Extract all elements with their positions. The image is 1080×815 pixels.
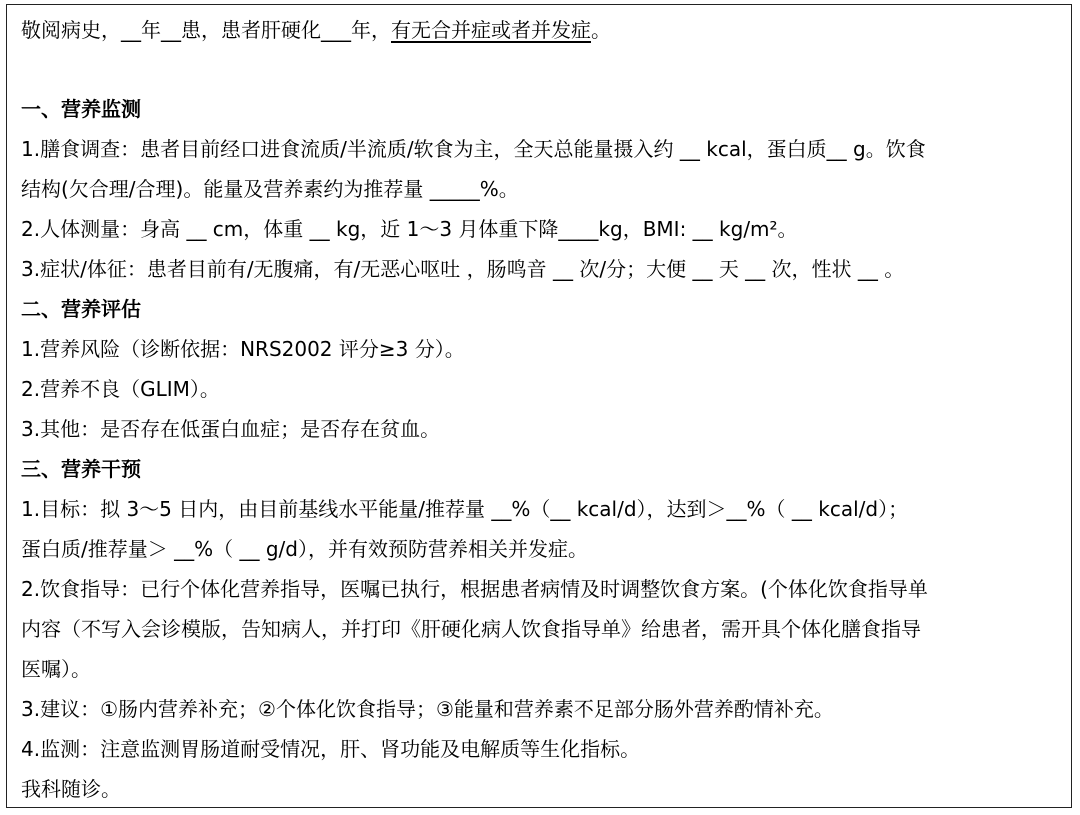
dietary-survey-line1: 1.膳食调查：患者目前经口进食流质/半流质/软食为主，全天总能量摄入约 __ kcal，蛋白质__ g。饮食 [21, 137, 926, 161]
section-title-assessment: 二、营养评估 [21, 297, 141, 321]
goal-line2: 蛋白质/推荐量＞ __%（ __ g/d），并有效预防营养相关并发症。 [21, 537, 588, 561]
document-frame [6, 4, 1072, 808]
other-assessment-line: 3.其他：是否存在低蛋白血症；是否存在贫血。 [21, 417, 441, 441]
diet-guidance-line2: 内容（不写入会诊模版，告知病人，并打印《肝硬化病人饮食指导单》给患者，需开具个体化膳食指导 [21, 617, 921, 641]
section-title-monitoring: 一、营养监测 [21, 97, 141, 121]
history-complications: 有无合并症或者并发症 [391, 18, 591, 42]
nutrition-risk-line: 1.营养风险（诊断依据：NRS2002 评分≥3 分）。 [21, 337, 465, 361]
diet-guidance-line1: 2.饮食指导：已行个体化营养指导，医嘱已执行，根据患者病情及时调整饮食方案。(个体化饮食指导单 [21, 577, 928, 601]
diet-guidance-line3: 医嘱）。 [21, 657, 91, 681]
symptoms-line: 3.症状/体征：患者目前有/无腹痛，有/无恶心呕吐 ，肠鸣音 __ 次/分；大便 __ 天 __ 次，性状 __ 。 [21, 257, 905, 281]
goal-line1: 1.目标：拟 3～5 日内，由目前基线水平能量/推荐量 __%（__ kcal/d），达到＞__%（ __ kcal/d）； [21, 497, 909, 521]
closing-line: 我科随诊。 [21, 777, 121, 801]
malnutrition-line: 2.营养不良（GLIM）。 [21, 377, 220, 401]
history-line [21, 10, 1063, 50]
section-title-intervention: 三、营养干预 [21, 457, 141, 481]
anthropometry-line: 2.人体测量：身高 __ cm，体重 __ kg，近 1～3 月体重下降____kg，BMI: __ kg/m²。 [21, 217, 798, 241]
history-suffix: 。 [591, 18, 611, 42]
monitoring-line: 4.监测：注意监测胃肠道耐受情况，肝、肾功能及电解质等生化指标。 [21, 737, 641, 761]
history-prefix: 敬阅病史，__年__患，患者肝硬化___年， [21, 18, 391, 42]
dietary-survey-line2: 结构(欠合理/合理)。能量及营养素约为推荐量 _____%。 [21, 177, 519, 201]
suggestion-line: 3.建议：①肠内营养补充；②个体化饮食指导；③能量和营养素不足部分肠外营养酌情补充。 [21, 697, 834, 721]
